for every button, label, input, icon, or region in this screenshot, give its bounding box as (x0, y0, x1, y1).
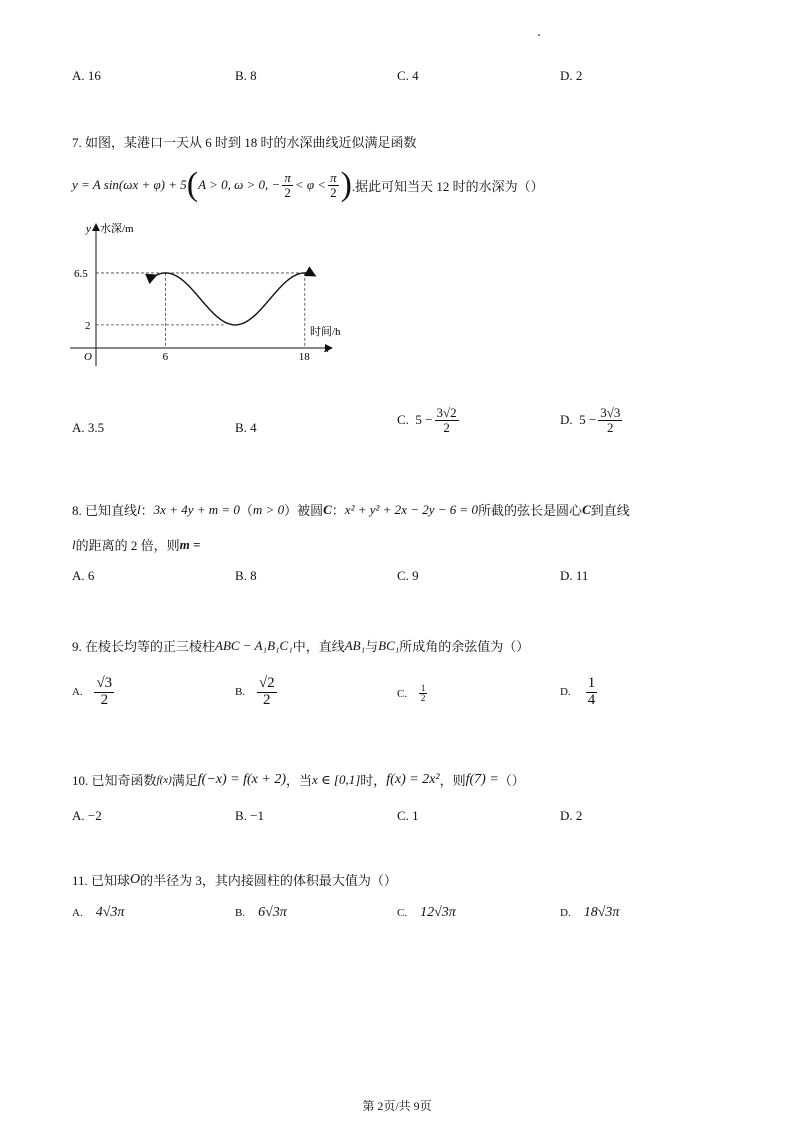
q11-option-c: C. 12√3π (397, 905, 456, 920)
q7-stem-line1: 7. 如图，某港口一天从 6 时到 18 时的水深曲线近似满足函数 (72, 135, 417, 150)
q11-option-d: D. 18√3π (560, 905, 620, 920)
q10-option-a: A. −2 (72, 808, 102, 823)
q9-option-d: D. $\frac{1}{4}$ (560, 675, 596, 708)
q7-fraction-pi-2-pos: $\frac{\pi}{2}$ (330, 169, 337, 200)
y-tick-max: 6.5 (74, 267, 88, 280)
q10-functional-equation: f(−x) = f(x + 2) (197, 771, 286, 787)
q7-question-tail: .据此可知当天 12 时的水深为（） (351, 178, 544, 194)
q8-option-d: D. 11 (560, 568, 589, 583)
origin-label: O (84, 351, 92, 363)
q7-option-d: D. 5 − $\frac{3√3}{2}$ (560, 405, 621, 435)
q8-stem-line2: l 的距离的 2 倍，则 m = (72, 536, 201, 553)
q11-option-a: A. 4√3π (72, 905, 125, 920)
q9-prism: ABC − A₁B₁C₁ (215, 637, 293, 653)
q6-option-a: A. 16 (72, 68, 101, 83)
q8-circle-equation: x² + y² + 2x − 2y − 6 = 0 (344, 501, 479, 517)
q7-fraction-pi-2-neg: $\frac{\pi}{2}$ (284, 169, 291, 200)
y-axis-label: 水深/m (100, 223, 134, 235)
q7-option-c: C. 5 − $\frac{3√2}{2}$ (397, 405, 457, 435)
y-tick-min: 2 (85, 319, 91, 332)
q7-option-d-fraction: $\frac{3√3}{2}$ (600, 405, 621, 435)
x-axis-letter: x (324, 343, 329, 355)
q7-condition-a: A > 0, ω > 0, − (198, 177, 281, 192)
q7-right-paren: ) (340, 166, 352, 203)
q10-option-d: D. 2 (560, 808, 583, 823)
q10-stem: 10. 已知奇函数 f(x) 满足 f(−x) = f(x + 2) ，当 x ∈ [0,1] 时， f(x) = 2x² ，则 f(7) = （） (72, 771, 525, 788)
q10-option-b: B. −1 (235, 808, 265, 823)
q7-condition-mid: < φ < (294, 177, 327, 192)
water-depth-chart (70, 218, 360, 368)
q6-option-c: C. 4 (397, 68, 419, 83)
q7-formula-line (72, 168, 544, 202)
depth-curve (156, 273, 315, 325)
q8-option-b: B. 8 (235, 568, 257, 583)
q10-option-c: C. 1 (397, 808, 419, 823)
q8-option-c: C. 9 (397, 568, 419, 583)
q8-stem-line1: 8. 已知直线 l ： 3x + 4y + m = 0 （ m > 0 ）被圆 C ： x² + y² + 2x − 2y − 6 = 0 所截的弦长是圆心 C 到直线 (72, 501, 630, 518)
q7-option-b: B. 4 (235, 420, 257, 435)
q9-option-a: A. $\frac{√3}{2}$ (72, 675, 113, 708)
q7-option-c-fraction: $\frac{3√2}{2}$ (436, 405, 457, 435)
q7-left-paren: ( (186, 166, 199, 203)
q9-option-c: C. $\frac{1}{2}$ (397, 683, 426, 704)
q9-option-b: B. $\frac{√2}{2}$ (235, 675, 275, 708)
q11-stem: 11. 已知球 O 的半径为 3，其内接圆柱的体积最大值为（） (72, 871, 397, 888)
q8-option-a: A. 6 (72, 568, 95, 583)
page-number: 第 2页/共 9页 (362, 1099, 432, 1113)
q7-option-a: A. 3.5 (72, 420, 105, 435)
scan-speck (538, 34, 540, 36)
x-tick-6: 6 (162, 351, 169, 363)
q6-option-b: B. 8 (235, 68, 257, 83)
x-tick-18: 18 (298, 351, 310, 363)
q8-line-equation: 3x + 4y + m = 0 (153, 501, 240, 517)
q9-stem: 9. 在棱长均等的正三棱柱 ABC − A₁B₁C₁ 中，直线 AB₁ 与 BC₁ 所成角的余弦值为（） (72, 637, 530, 654)
x-axis-label: 时间/h (310, 326, 341, 338)
q6-option-d: D. 2 (560, 68, 583, 83)
q7-formula: y = A sin(ωx + φ) + 5 (72, 177, 187, 192)
q11-option-b: B. 6√3π (235, 905, 287, 920)
y-axis-letter: y (86, 223, 91, 235)
